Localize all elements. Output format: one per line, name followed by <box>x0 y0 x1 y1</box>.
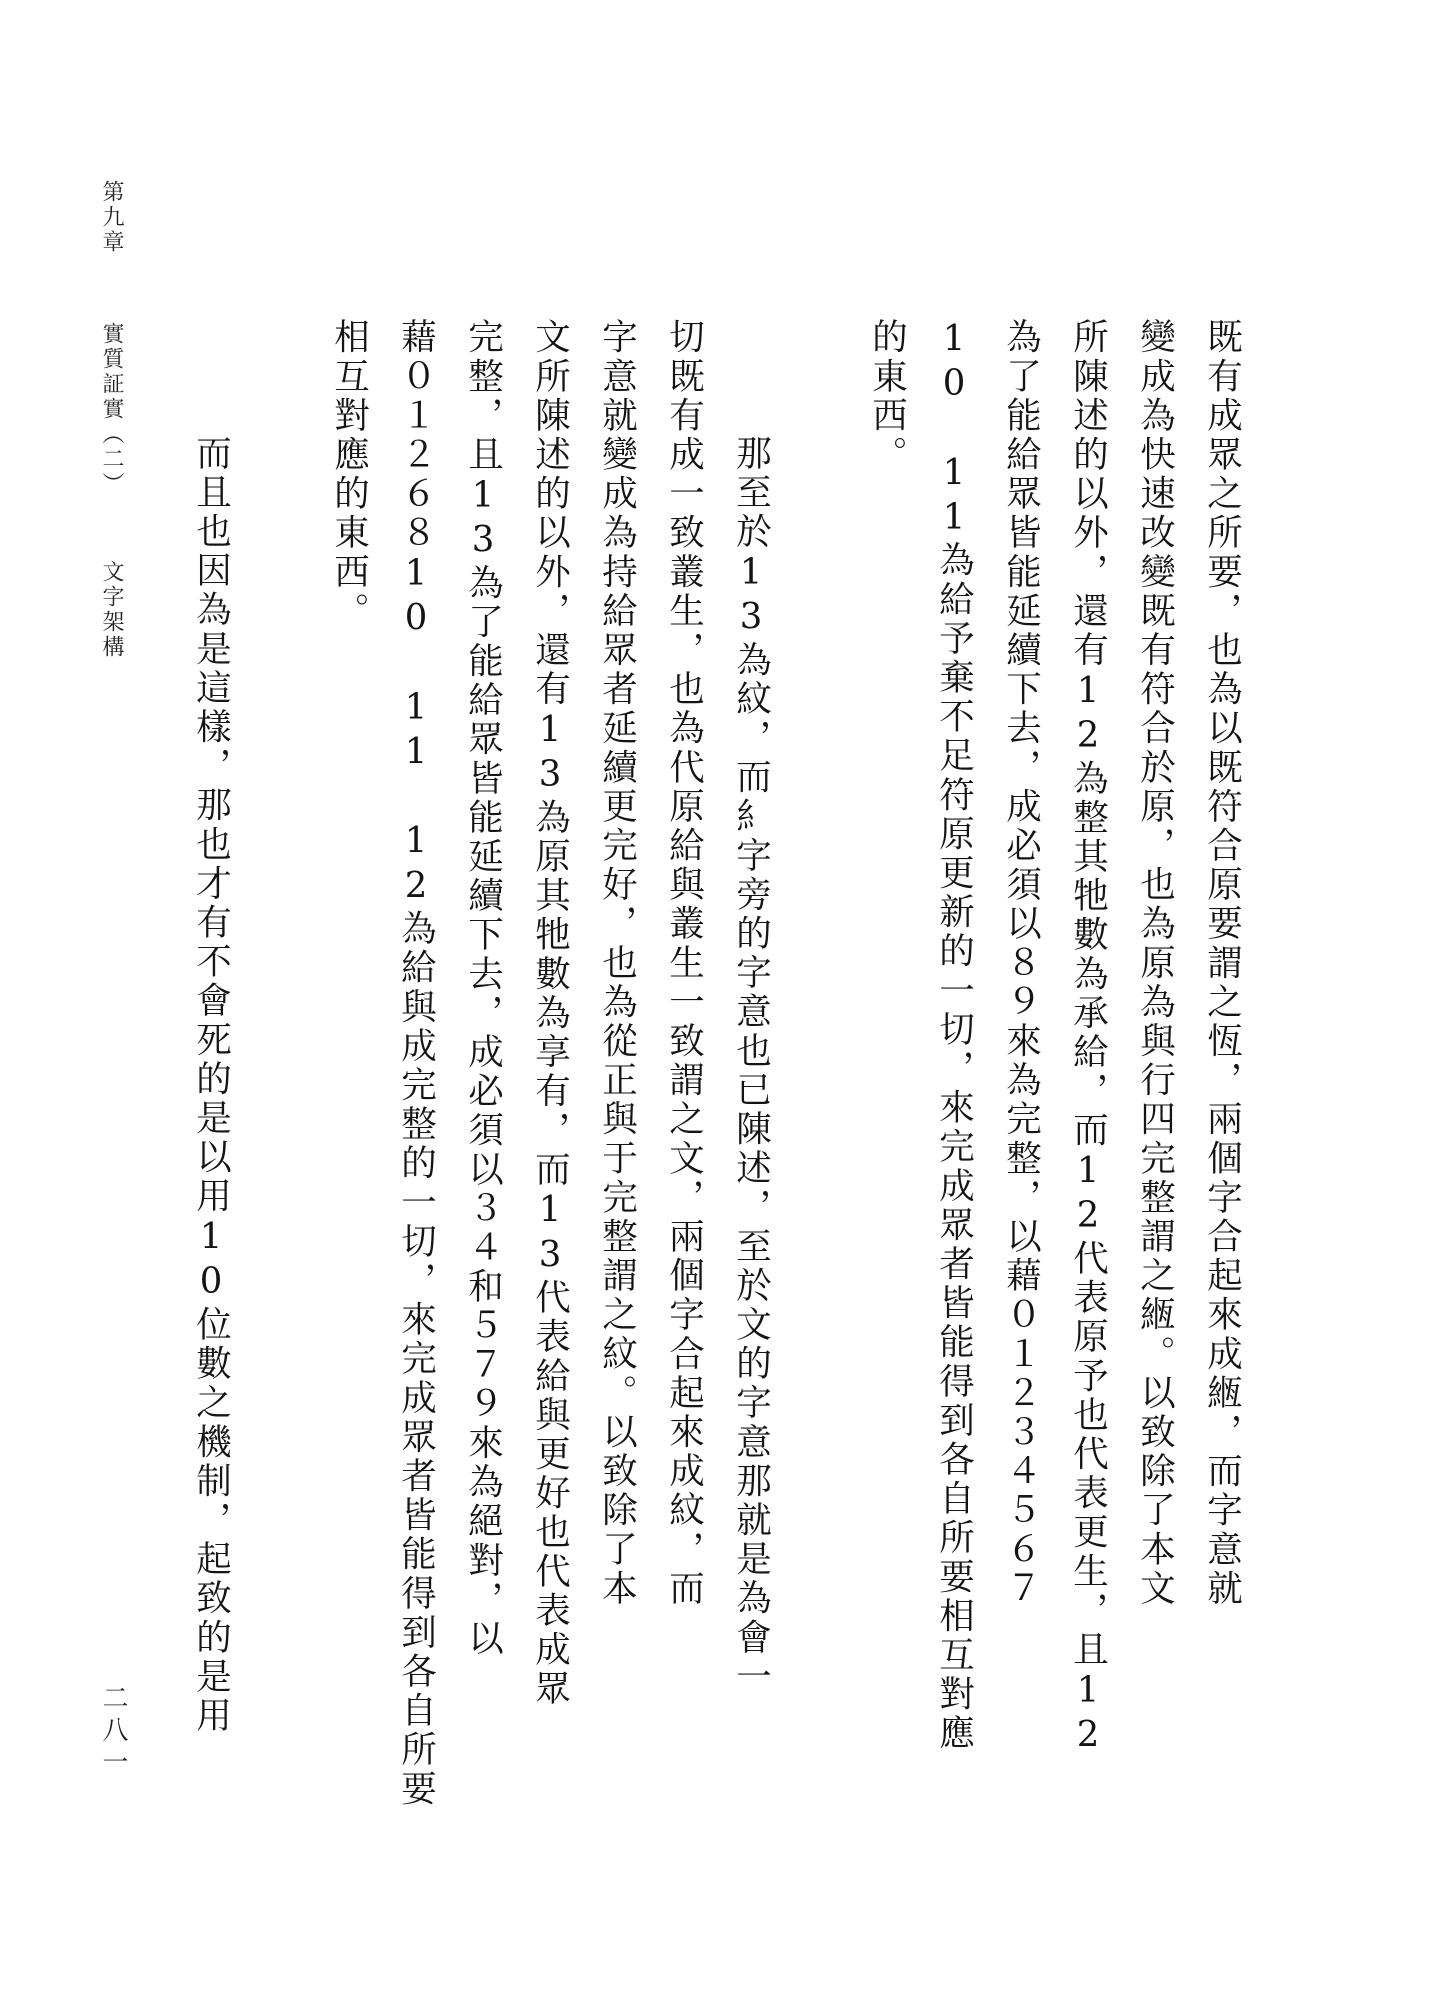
running-header-section: 實質証實（二） <box>99 322 124 497</box>
text-column: 所陳述的以外，還有12為整其牠數為承給，而12代表原予也代表更生，且12 <box>1067 318 1109 1759</box>
text-column: 字意就變成為持給眾者延續更完好，也為從正與于完整謂之紋。以致除了本 <box>596 318 638 1609</box>
text-column: 既有成眾之所要，也為以既符合原要謂之恆，兩個字合起來成緪，而字意就 <box>1201 318 1243 1609</box>
text-column: 文所陳述的以外，還有13為原其牠數為享有，而13代表給與更好也代表成眾 <box>529 318 571 1709</box>
text-column: 藉０１２６８10 11 12為給與成完整的一切，來完成眾者皆能得到各自所要 <box>395 318 437 1809</box>
page-number: 二八一 <box>98 1684 128 1780</box>
running-header-chapter: 第九章 <box>99 180 124 255</box>
text-column: 10 11為給予棄不足符原更新的一切，來完成眾者皆能得到各自所要相互對應 <box>933 318 975 1754</box>
text-column: 變成為快速改變既有符合於原，也為原為與行四完整謂之緪。以致除了本文 <box>1134 318 1176 1609</box>
text-column: 那至於13為紋，而糹字旁的字意也已陳述，至於文的字意那就是為會一 <box>730 395 772 1697</box>
text-column: 為了能給眾皆能延續下去，成必須以８９來為完整，以藉０１２３４５６７ <box>1000 318 1042 1609</box>
text-column: 切既有成一致叢生，也為代原給與叢生一致謂之文，兩個字合起來成紋，而 <box>663 318 705 1609</box>
running-header-topic: 文字架構 <box>99 560 124 660</box>
text-column: 而且也因為是這樣，那也才有不會死的是以用10位數之機制，起致的是用 <box>190 395 232 1736</box>
text-column: 的東西。 <box>866 318 908 475</box>
text-column: 相互對應的東西。 <box>328 318 370 631</box>
text-column: 完整，且13為了能給眾皆能延續下去，成必須以３４和５７９來為絕對，以 <box>462 318 504 1659</box>
